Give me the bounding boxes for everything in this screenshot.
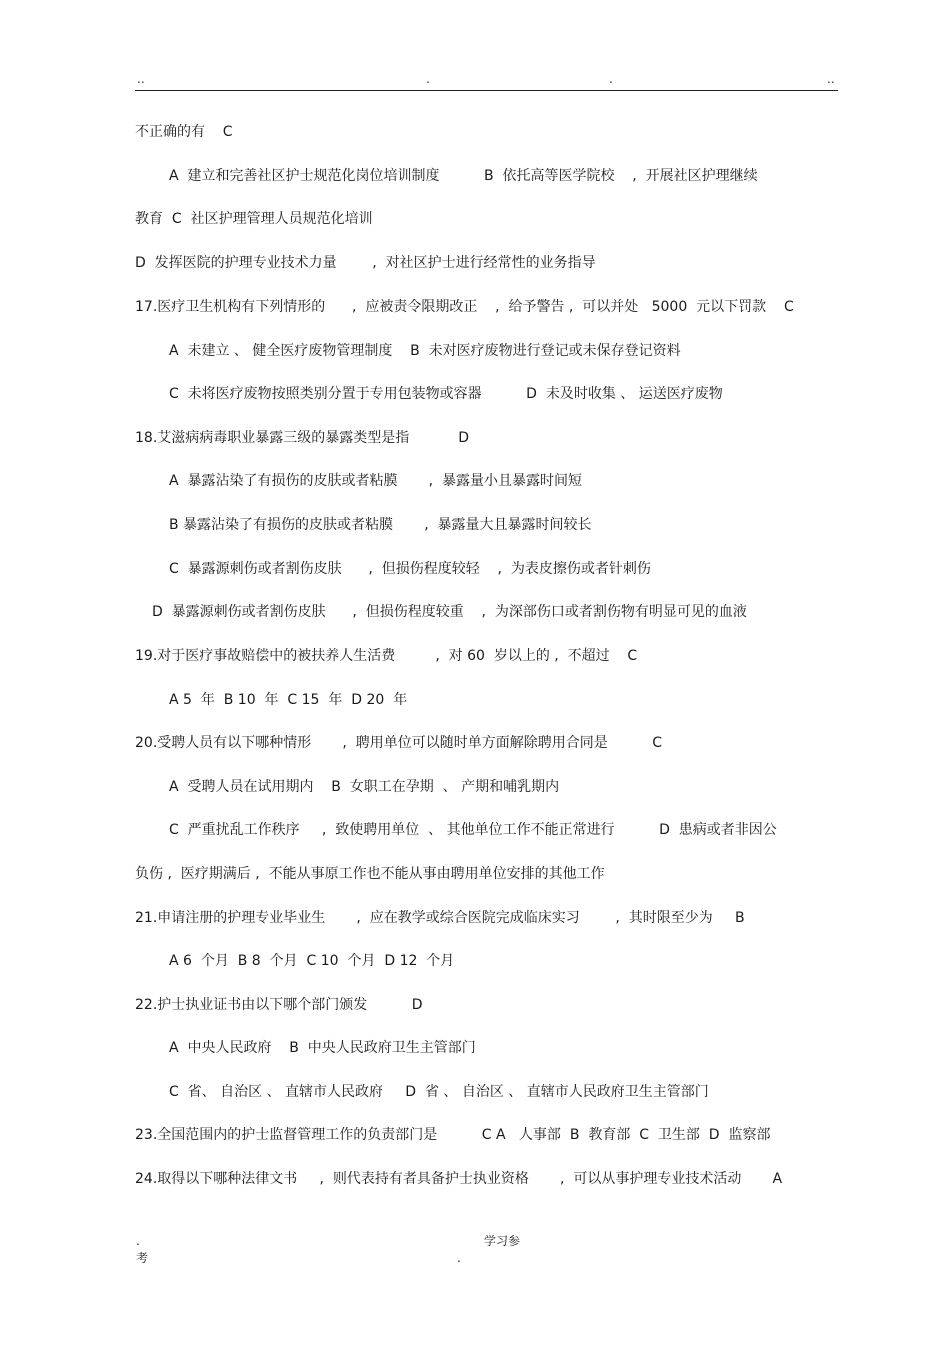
option-line: A 中央人民政府 B 中央人民政府卫生主管部门 <box>169 1040 476 1056</box>
text-line: 教育 C 社区护理管理人员规范化培训 <box>135 211 373 227</box>
question-line: 18.艾滋病病毒职业暴露三级的暴露类型是指 D <box>135 430 469 446</box>
question-line: 21.申请注册的护理专业毕业生 , 应在教学或综合医院完成临床实习 , 其时限至少为 B <box>135 910 745 926</box>
option-line: C 未将医疗废物按照类别分置于专用包装物或容器 D 未及时收集 、 运送医疗废物 <box>169 386 723 402</box>
option-line: D 暴露源刺伤或者割伤皮肤 , 但损伤程度较重 , 为深部伤口或者割伤物有明显可见的血液 <box>152 604 747 620</box>
page-header <box>135 70 838 92</box>
footer-dot: . <box>457 1251 461 1265</box>
option-line: A 5 年 B 10 年 C 15 年 D 20 年 <box>169 692 408 708</box>
option-line: C 省、 自治区 、 直辖市人民政府 D 省 、 自治区 、 直辖市人民政府卫生主管部门 <box>169 1084 709 1100</box>
question-line: 17.医疗卫生机构有下列情形的 , 应被责令限期改正 , 给予警告 , 可以并处 5000 元以下罚款 C <box>135 299 794 315</box>
option-line: A 受聘人员在试用期内 B 女职工在孕期 、 产期和哺乳期内 <box>169 779 560 795</box>
question-line: 24.取得以下哪种法律文书 , 则代表持有者具备护士执业资格 , 可以从事护理专业技术活动 A <box>135 1171 783 1187</box>
question-line: 22.护士执业证书由以下哪个部门颁发 D <box>135 997 423 1013</box>
option-line: A 6 个月 B 8 个月 C 10 个月 D 12 个月 <box>169 953 455 969</box>
footer-text: 学习参 <box>484 1234 521 1248</box>
option-line: C 严重扰乱工作秩序 , 致使聘用单位 、 其他单位工作不能正常进行 D 患病或者非因公 <box>169 822 777 838</box>
option-line: A 建立和完善社区护士规范化岗位培训制度 B 依托高等医学院校 , 开展社区护理继续 <box>169 168 758 184</box>
header-rule <box>135 90 838 91</box>
option-line: A 暴露沾染了有损伤的皮肤或者粘膜 , 暴露量小且暴露时间短 <box>169 473 582 489</box>
header-dot: . <box>609 72 613 86</box>
option-line: B 暴露沾染了有损伤的皮肤或者粘膜 , 暴露量大且暴露时间较长 <box>169 517 592 533</box>
header-dot: .. <box>137 72 145 86</box>
header-dot: .. <box>827 72 835 86</box>
header-dot: . <box>426 72 430 86</box>
text-line: 负伤 , 医疗期满后 , 不能从事原工作也不能从事由聘用单位安排的其他工作 <box>135 866 605 882</box>
question-line: 23.全国范围内的护士监督管理工作的负责部门是 C A 人事部 B 教育部 C 卫生部 D 监察部 <box>135 1127 771 1143</box>
option-line: C 暴露源刺伤或者割伤皮肤 , 但损伤程度较轻 , 为表皮擦伤或者针刺伤 <box>169 561 651 577</box>
text-line: 不正确的有 C <box>135 124 233 140</box>
question-line: 20.受聘人员有以下哪种情形 , 聘用单位可以随时单方面解除聘用合同是 C <box>135 735 663 751</box>
footer-text: 考 <box>136 1251 149 1265</box>
question-line: 19.对于医疗事故赔偿中的被扶养人生活费 , 对 60 岁以上的 , 不超过 C <box>135 648 638 664</box>
option-line: D 发挥医院的护理专业技术力量 , 对社区护士进行经常性的业务指导 <box>135 255 596 271</box>
option-line: A 未建立 、 健全医疗废物管理制度 B 未对医疗废物进行登记或未保存登记资料 <box>169 343 681 359</box>
footer-dot: . <box>136 1234 140 1248</box>
